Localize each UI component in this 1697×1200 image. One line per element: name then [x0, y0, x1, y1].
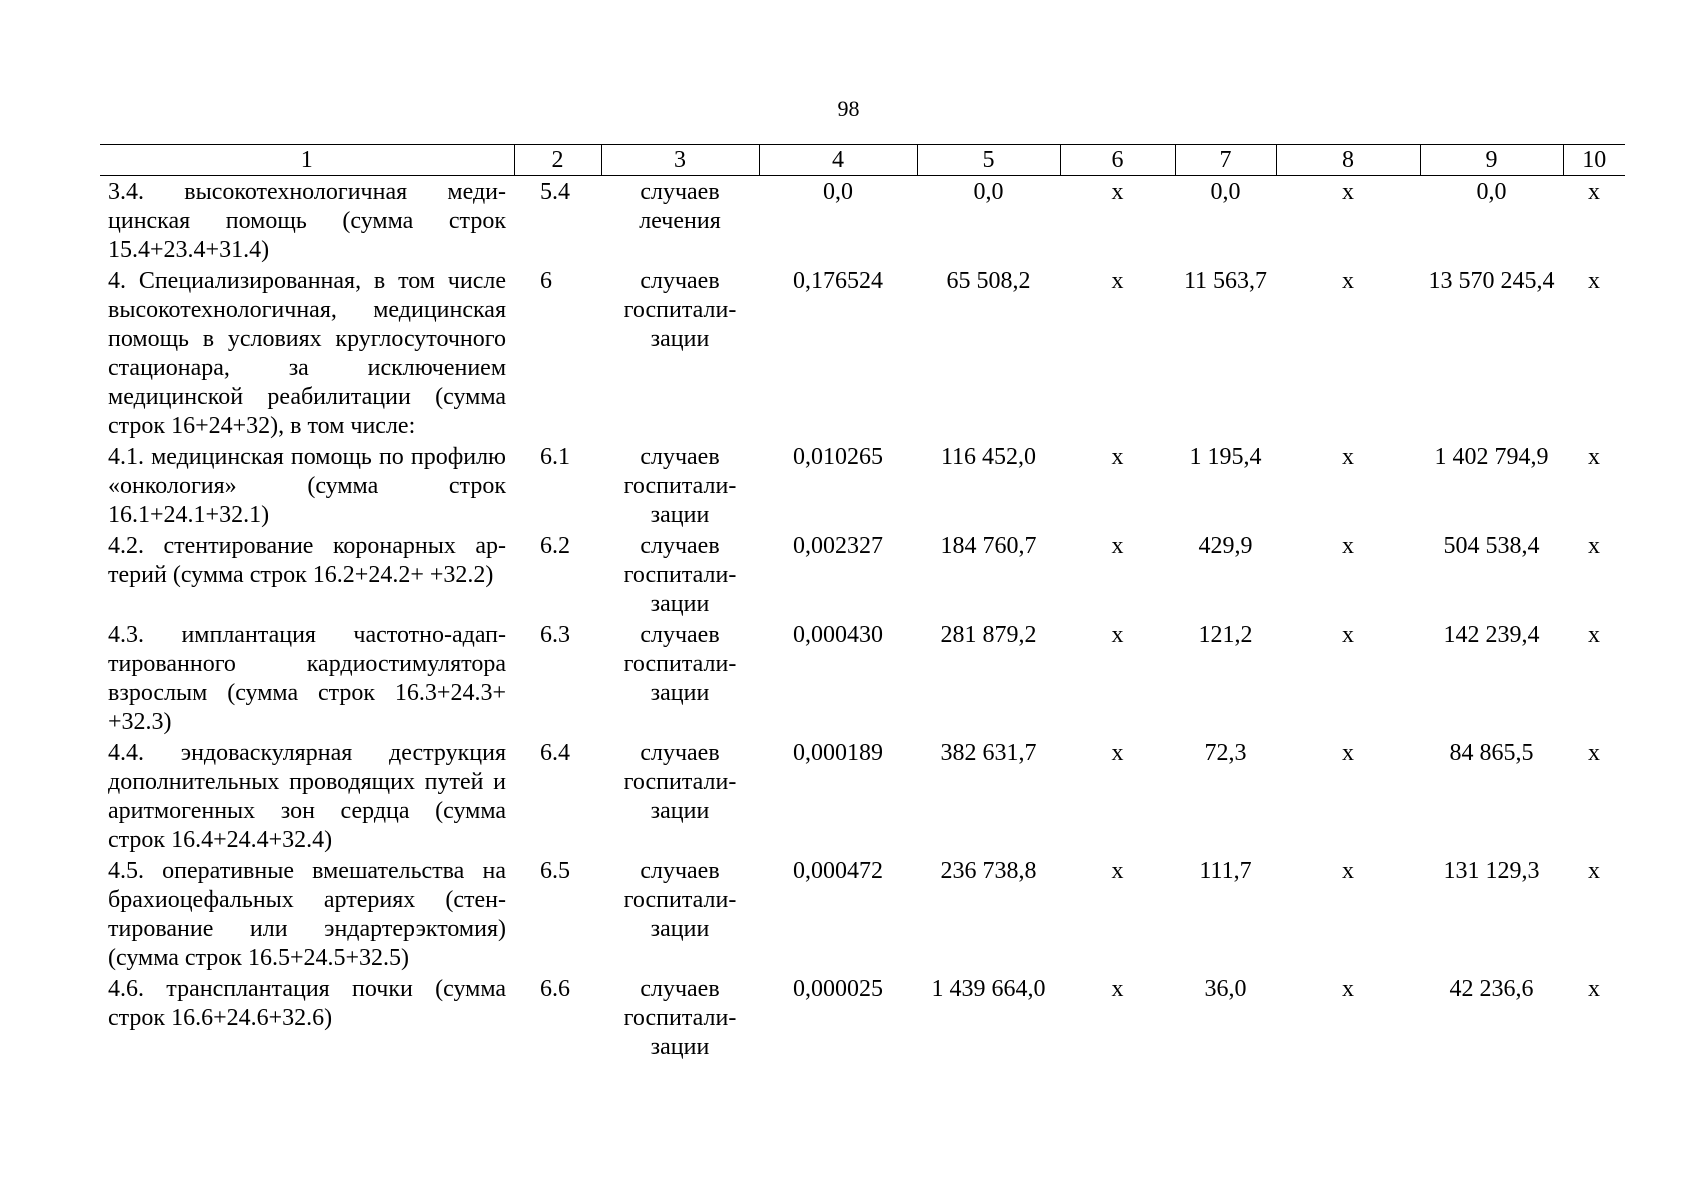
row-value-col6: х: [1111, 622, 1124, 648]
row-name-cell: 4.3. имплантация частотно-адаптированного кардиостимулятора взрослым (сумма строк 16.3+24.3+ +32.3): [108, 622, 506, 735]
row-value-col7: 36,0: [1204, 976, 1247, 1002]
row-value-col4: 0,000430: [793, 622, 883, 648]
row-value-col8: х: [1342, 444, 1354, 470]
row-value-col5: 281 879,2: [940, 622, 1037, 648]
row-code-cell: 6.1: [540, 444, 570, 470]
row-value-col4: 0,176524: [793, 268, 883, 294]
row-value-col6: х: [1111, 858, 1124, 884]
row-value-col8: х: [1342, 179, 1354, 205]
row-value-col10: х: [1588, 444, 1600, 470]
row-value-col6: х: [1111, 740, 1124, 766]
row-value-col7: 1 195,4: [1189, 444, 1262, 470]
row-value-col7: 429,9: [1198, 533, 1253, 559]
row-value-col7: 111,7: [1199, 858, 1252, 884]
row-value-col9: 142 239,4: [1443, 622, 1540, 648]
column-header-10: 10: [1563, 145, 1625, 176]
row-unit-cell: случаев госпитализации: [623, 740, 737, 824]
row-code-cell: 6.4: [540, 740, 570, 766]
table-row: [100, 530, 1625, 619]
row-name-cell: 3.4. высокотехнологичная медицинская помощь (сумма строк 15.4+23.4+31.4): [108, 179, 506, 263]
row-value-col6: х: [1111, 533, 1124, 559]
row-unit-cell: случаев госпитализации: [623, 444, 737, 528]
table-row: [100, 619, 1625, 737]
table-header: [100, 145, 1625, 176]
row-value-col9: 1 402 794,9: [1434, 444, 1549, 470]
row-value-col7: 11 563,7: [1183, 268, 1268, 294]
row-value-col4: 0,000189: [793, 740, 883, 766]
row-value-col5: 236 738,8: [940, 858, 1037, 884]
row-value-col5: 0,0: [973, 179, 1004, 205]
row-code-cell: 6.6: [540, 976, 570, 1002]
row-value-col5: 382 631,7: [940, 740, 1037, 766]
column-header-9: 9: [1420, 145, 1563, 176]
row-value-col7: 72,3: [1204, 740, 1247, 766]
row-name-cell: 4.5. оперативные вмешательства на брахиоцефальных артериях (стентирование или эндартерэктомия) (сумма строк 16.5+24.5+32.5): [108, 858, 506, 971]
row-value-col9: 0,0: [1476, 179, 1507, 205]
row-value-col5: 1 439 664,0: [931, 976, 1046, 1002]
row-value-col7: 0,0: [1210, 179, 1241, 205]
row-value-col10: х: [1588, 740, 1600, 766]
row-value-col10: х: [1588, 976, 1600, 1002]
table-body: [100, 176, 1625, 1063]
row-value-col6: х: [1111, 976, 1124, 1002]
table-row: [100, 855, 1625, 973]
row-value-col8: х: [1342, 533, 1354, 559]
row-name-cell: 4. Специализированная, в том числе высокотехнологичная, медицинская помощь в условиях круглосуточного стационара, за исключением медицинской реабилитации (сумма строк 16+24+32), в том числе:: [108, 268, 506, 439]
row-value-col10: х: [1588, 622, 1600, 648]
row-value-col9: 504 538,4: [1443, 533, 1540, 559]
row-name-cell: 4.4. эндоваскулярная деструкция дополнительных проводящих путей и аритмогенных зон сердца (сумма строк 16.4+24.4+32.4): [108, 740, 506, 853]
row-unit-cell: случаев госпитализации: [623, 976, 737, 1060]
row-value-col9: 42 236,6: [1449, 976, 1534, 1002]
column-header-7: 7: [1175, 145, 1276, 176]
table-row: [100, 973, 1625, 1062]
table-row: [100, 441, 1625, 530]
column-header-6: 6: [1060, 145, 1175, 176]
row-value-col10: х: [1588, 268, 1600, 294]
row-value-col8: х: [1342, 740, 1354, 766]
row-value-col6: х: [1111, 444, 1124, 470]
column-header-4: 4: [759, 145, 917, 176]
column-header-8: 8: [1276, 145, 1420, 176]
row-unit-cell: случаев госпитализации: [623, 533, 737, 617]
row-value-col8: х: [1342, 268, 1354, 294]
row-value-col5: 65 508,2: [946, 268, 1031, 294]
column-header-1: 1: [100, 145, 514, 176]
row-value-col4: 0,0: [823, 179, 853, 205]
row-value-col9: 13 570 245,4: [1428, 268, 1555, 294]
row-value-col9: 84 865,5: [1449, 740, 1534, 766]
row-value-col6: х: [1111, 268, 1124, 294]
row-value-col5: 184 760,7: [940, 533, 1037, 559]
row-value-col4: 0,000472: [793, 858, 883, 884]
row-unit-cell: случаев госпитализации: [623, 268, 737, 352]
data-table: [100, 144, 1625, 1062]
row-name-cell: 4.6. трансплантация почки (сумма строк 16.6+24.6+32.6): [108, 976, 506, 1031]
row-value-col4: 0,000025: [793, 976, 883, 1002]
row-value-col8: х: [1342, 976, 1354, 1002]
row-value-col10: х: [1588, 533, 1600, 559]
row-value-col10: х: [1588, 858, 1600, 884]
row-value-col10: х: [1588, 179, 1600, 205]
row-code-cell: 6.2: [540, 533, 570, 559]
column-header-3: 3: [601, 145, 759, 176]
row-value-col4: 0,002327: [793, 533, 883, 559]
row-name-cell: 4.2. стентирование коронарных артерий (сумма строк 16.2+24.2+ +32.2): [108, 533, 506, 588]
row-value-col5: 116 452,0: [940, 444, 1037, 470]
row-code-cell: 6: [540, 268, 552, 294]
row-unit-cell: случаев лечения: [639, 179, 721, 234]
table-row: [100, 176, 1625, 266]
column-header-5: 5: [917, 145, 1060, 176]
row-value-col4: 0,010265: [793, 444, 883, 470]
row-unit-cell: случаев госпитализации: [623, 622, 737, 706]
header-row: [100, 145, 1625, 176]
table-row: [100, 737, 1625, 855]
column-header-2: 2: [514, 145, 601, 176]
row-code-cell: 5.4: [540, 179, 570, 205]
row-name-cell: 4.1. медицинская помощь по профилю «онкология» (сумма строк 16.1+24.1+32.1): [108, 444, 506, 528]
row-value-col7: 121,2: [1198, 622, 1253, 648]
row-value-col8: х: [1342, 622, 1354, 648]
row-unit-cell: случаев госпитализации: [623, 858, 737, 942]
table-row: [100, 265, 1625, 441]
row-code-cell: 6.3: [540, 622, 570, 648]
row-value-col6: х: [1111, 179, 1124, 205]
row-code-cell: 6.5: [540, 858, 570, 884]
page-number: 98: [837, 96, 860, 121]
row-value-col9: 131 129,3: [1443, 858, 1540, 884]
row-value-col8: х: [1342, 858, 1354, 884]
